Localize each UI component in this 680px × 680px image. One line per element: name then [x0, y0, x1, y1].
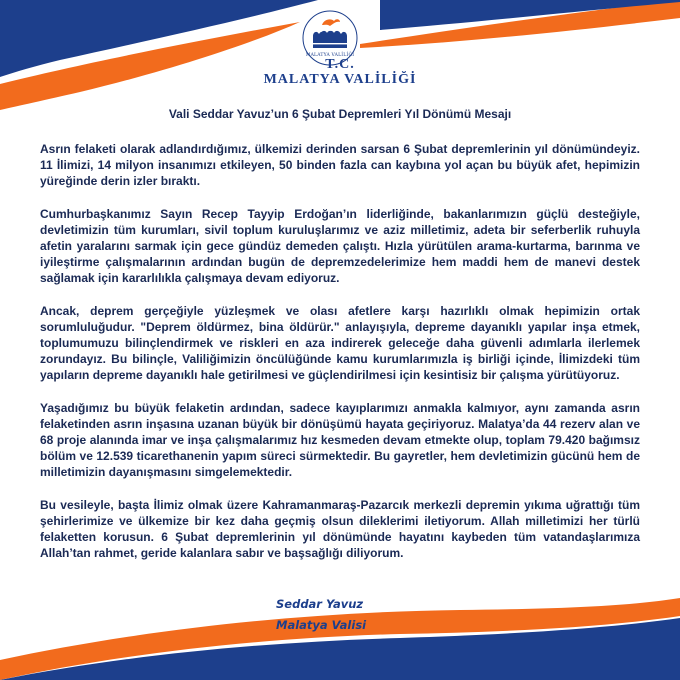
signature-title: Malatya Valisi	[276, 618, 367, 632]
paragraph-5: Bu vesileyle, başta İlimiz olmak üzere Kahramanmaraş-Pazarcık merkezli depremin yıkıma uğrattığı tüm şehirlerimize ve ülkemize bir kez daha geçmiş olsun dileklerimi iletiyorum. Allah milletimizi her türlü felaketten korusun. 6 Şubat depremlerinin yıl dönümünde hayatını kaybeden tüm vatandaşlarımıza Allah’tan rahmet, geride kalanlara sabır ve başsağlığı diliyorum.	[40, 497, 640, 561]
document-body	[40, 141, 640, 577]
logo-text: MALATYA VALİLİĞİ	[305, 53, 355, 58]
paragraph-4: Yaşadığımız bu büyük felaketin ardından, sadece kayıplarımızı anmakla kalmıyor, aynı zamanda asrın felaketinden asrın inşasına uzanan büyük bir dönüşümü hayata geçiriyoruz. Malatya’da 44 rezerv alan ve 68 proje alanında imar ve inşa çalışmalarımız hız kesmeden devam etmekte olup, toplam 79.420 bağımsız bölüm ve 12.539 ticarethanenin yapım süreci sürmektedir. Bu gayretler, hem devletimizin gücünü hem de milletimizin dayanışmasını simgelemektedir.	[40, 400, 640, 480]
paragraph-2: Cumhurbaşkanımız Sayın Recep Tayyip Erdoğan’ın liderliğinde, bakanlarımızın güçlü desteğiyle, devletimizin tüm kurumları, sivil toplum kuruluşlarımız ve aziz milletimiz, adeta bir seferberlik ruhuyla afetin yaralarını sarmak için gece gündüz demeden çalıştı. Hızla yürütülen arama-kurtarma, barınma ve iyileştirme çalışmalarının ardından bugün de depremzedelerimize hem maddi hem de manevi destek sağlamak için kararlılıkla çalışmaya devam ediyoruz.	[40, 206, 640, 286]
document-title: Vali Seddar Yavuz’un 6 Şubat Depremleri Yıl Dönümü Mesajı	[168, 107, 512, 121]
header-organization: MALATYA VALİLİĞİ	[263, 72, 417, 87]
signature-name: Seddar Yavuz	[276, 597, 364, 611]
paragraph-1: Asrın felaketi olarak adlandırdığımız, ülkemizi derinden sarsan 6 Şubat depremlerinin yıl dönümündeyiz. 11 İlimizi, 14 milyon insanımızı etkileyen, 50 binden fazla can kaybına yol açan bu büyük afet, hepimizin yüreğinde derin izler bıraktı.	[40, 142, 640, 189]
paragraph-3: Ancak, deprem gerçeğiyle yüzleşmek ve olası afetlere karşı hazırlıklı olmak hepimizin ortak sorumluluğudur. "Deprem öldürmez, bina öldürür." anlayışıyla, depreme dayanıklı yapılar inşa etmek, toplumumuzu bilinçlendirmek ve riskleri en aza indirerek geleceğe daha güvenli adımlarla ilerlemek zorundayız. Bu bilinçle, Valiliğimizin öncülüğünde kamu kurumlarımızla iş birliği içinde, İlimizdeki tüm yapıların depreme dayanıklı hale getirilmesi ve güçlendirilmesi için kesintisiz bir çalışma yürütüyoruz.	[40, 303, 640, 383]
header-tc: T.C.	[325, 57, 355, 72]
